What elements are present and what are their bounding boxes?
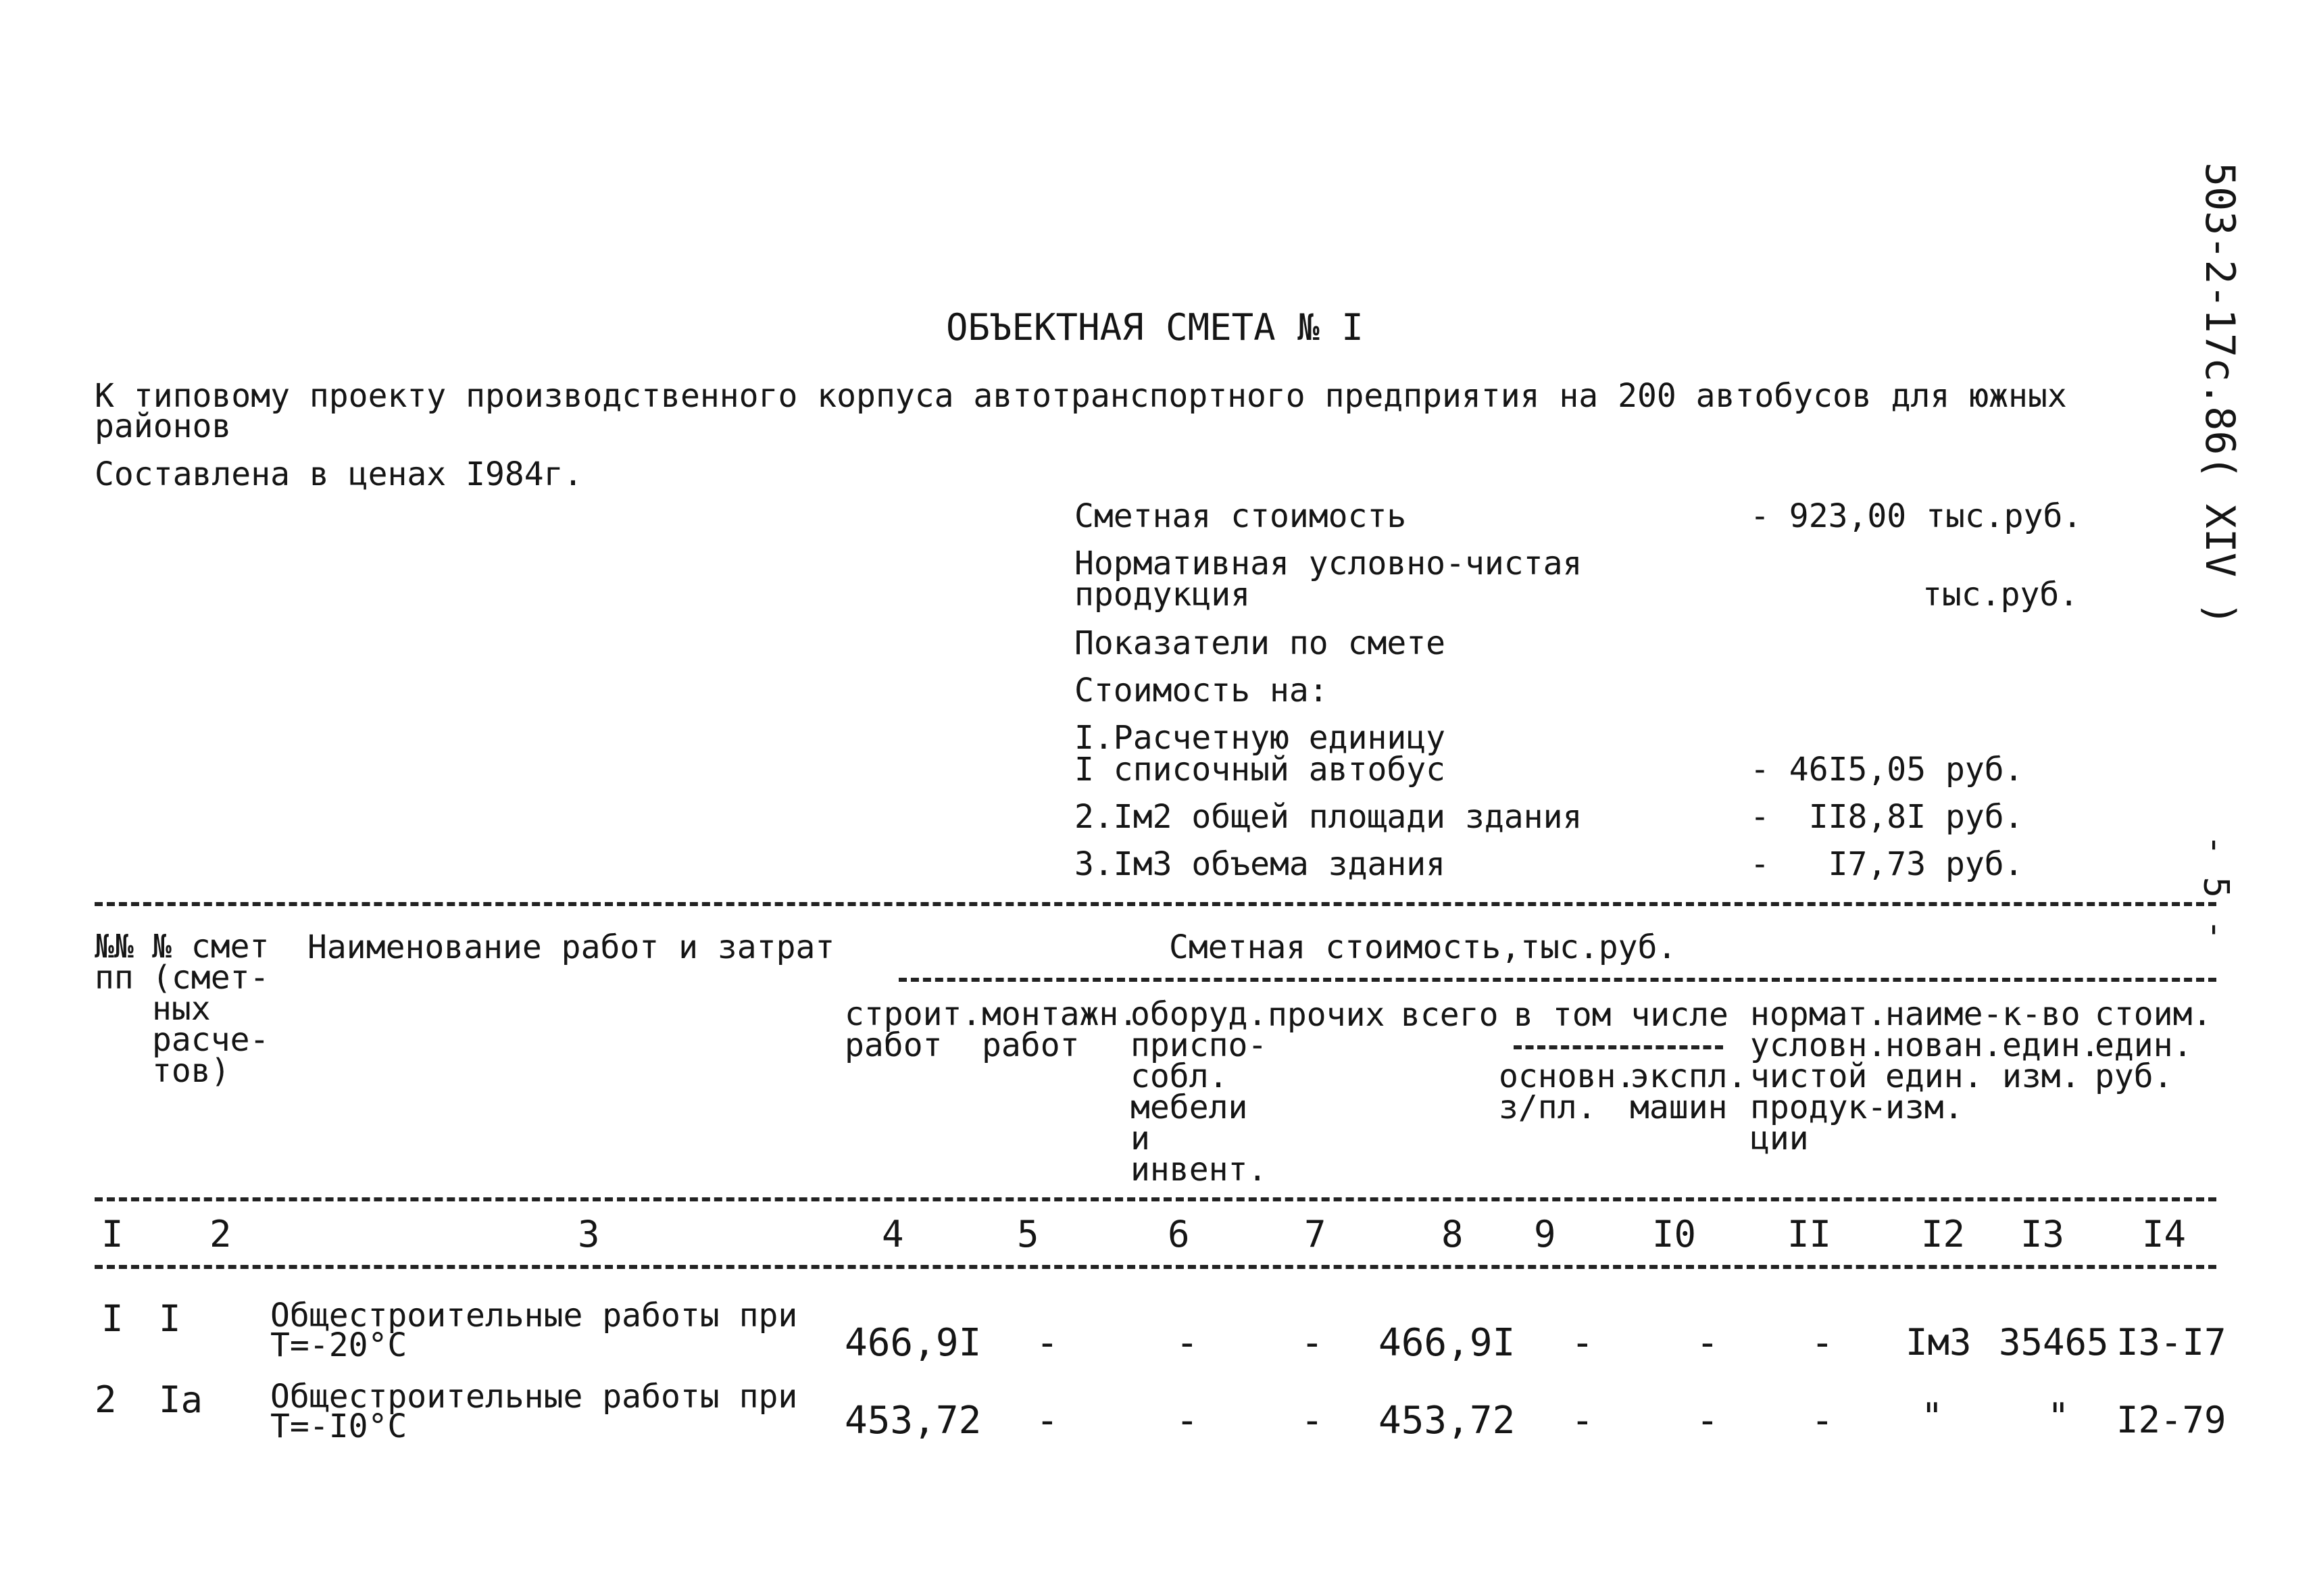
row-equipment: - [1176,1399,1199,1443]
row-construction: 453,72 [845,1399,982,1443]
row-construction: 466,9I [845,1321,982,1365]
column-number-13: I3 [2020,1213,2065,1255]
summary-item1-label-1: I.Расчетную единицу [1074,719,1446,757]
summary-norm-label-2: продукция [1074,576,1251,614]
row-machines: - [1696,1399,1719,1443]
page-number: - 5 - [2195,834,2236,941]
row-wages: - [1571,1399,1594,1443]
row-quantity: 35465 [1999,1321,2109,1364]
column-number-14: I4 [2142,1213,2187,1255]
row-norm-product: - [1811,1399,1834,1443]
summary-item2-label: 2.Iм2 общей площади здания [1074,798,1583,836]
column-number-9: 9 [1534,1213,1556,1255]
header-col-8: всего [1401,996,1499,1034]
header-col-6: оборуд. приспо- собл. мебели и инвент. [1130,995,1268,1189]
column-number-12: I2 [1921,1213,1966,1255]
row-smeta: I [159,1297,181,1340]
column-number-7: 7 [1304,1213,1326,1255]
column-number-3: 3 [578,1213,600,1255]
column-number-11: II [1787,1213,1832,1255]
row-equipment: - [1176,1321,1199,1365]
summary-item3-value: - I7,73 руб. [1750,845,2024,883]
header-col-2: № смет (смет- ных расче- тов) [152,928,270,1090]
subtitle-line-1: К типовому проекту производственного корпуса автотранспортного предприятия на 200 автобусов для южных [95,377,2067,415]
row-unit: " [1921,1395,1943,1438]
column-number-5: 5 [1017,1213,1039,1255]
row-other: - [1301,1321,1324,1365]
row-total: 453,72 [1378,1399,1516,1443]
row-machines: - [1696,1321,1719,1365]
subgroup-rule [1514,1045,1723,1049]
header-col-1: №№ пп [95,928,134,997]
column-number-10: I0 [1652,1213,1697,1255]
summary-cost-per-label: Стоимость на: [1074,672,1328,709]
row-installation: - [1036,1321,1059,1365]
header-group-rule [899,978,2216,982]
summary-item3-label: 3.Iм3 объема здания [1074,845,1446,883]
header-col-12: наиме- нован. един. изм. [1885,995,2003,1126]
summary-item1-label-2: I списочный автобус [1074,751,1446,789]
row-wages: - [1571,1321,1594,1365]
header-in-that-number: в том числе [1514,996,1728,1034]
header-col-4: строит. работ [845,995,982,1064]
column-number-6: 6 [1168,1213,1190,1255]
column-number-1: I [101,1213,124,1255]
column-number-2: 2 [209,1213,232,1255]
header-col-13: к-во един. изм. [2002,995,2100,1095]
header-col-11: нормат. условн. чистой продук- ции [1750,995,1887,1157]
row-name: Общестроительные работы при Т=-I0°С [270,1378,798,1445]
summary-norm-value: тыс.руб. [1922,576,2079,614]
row-smeta: Iа [159,1378,203,1421]
header-col-7: прочих [1268,996,1385,1034]
header-bottom-rule [95,1197,2216,1201]
summary-item1-value: - 46I5,05 руб. [1750,751,2024,789]
summary-cost-value: - 923,00 тыс.руб. [1750,497,2083,535]
document-title: ОБЪЕКТНАЯ СМЕТА № I [946,306,1364,349]
row-total: 466,9I [1378,1321,1516,1365]
header-col-10: экспл. машин [1630,1057,1747,1126]
header-col-3: Наименование работ и затрат [307,928,835,966]
row-num: 2 [95,1378,117,1421]
summary-indicators-label: Показатели по смете [1074,624,1446,662]
header-cost-group: Сметная стоимость,тыс.руб. [1169,928,1677,966]
summary-item2-value: - II8,8I руб. [1750,798,2024,836]
row-other: - [1301,1399,1324,1443]
header-col-9: основн. з/пл. [1499,1057,1636,1126]
summary-norm-label-1: Нормативная условно-чистая [1074,545,1583,582]
document-code: 503-2-17с.86( XIV ) [2196,162,2243,626]
prices-note: Составлена в ценах I984г. [95,455,583,493]
row-name: Общестроительные работы при Т=-20°С [270,1297,798,1364]
summary-cost-label: Сметная стоимость [1074,497,1407,535]
row-quantity: " [2047,1395,2070,1438]
row-unit: Iм3 [1906,1321,1972,1364]
header-col-5: монтажн. работ [982,995,1139,1064]
row-num: I [101,1297,124,1340]
table-top-rule [95,902,2216,906]
subtitle-line-2: районов [95,407,232,445]
row-norm-product: - [1811,1321,1834,1365]
column-number-4: 4 [882,1213,904,1255]
row-unit-cost: I2-79 [2116,1399,2226,1441]
column-number-8: 8 [1441,1213,1464,1255]
row-installation: - [1036,1399,1059,1443]
row-unit-cost: I3-I7 [2116,1321,2226,1364]
header-col-14: стоим. един. руб. [2095,995,2212,1095]
column-numbers-rule [95,1265,2216,1269]
